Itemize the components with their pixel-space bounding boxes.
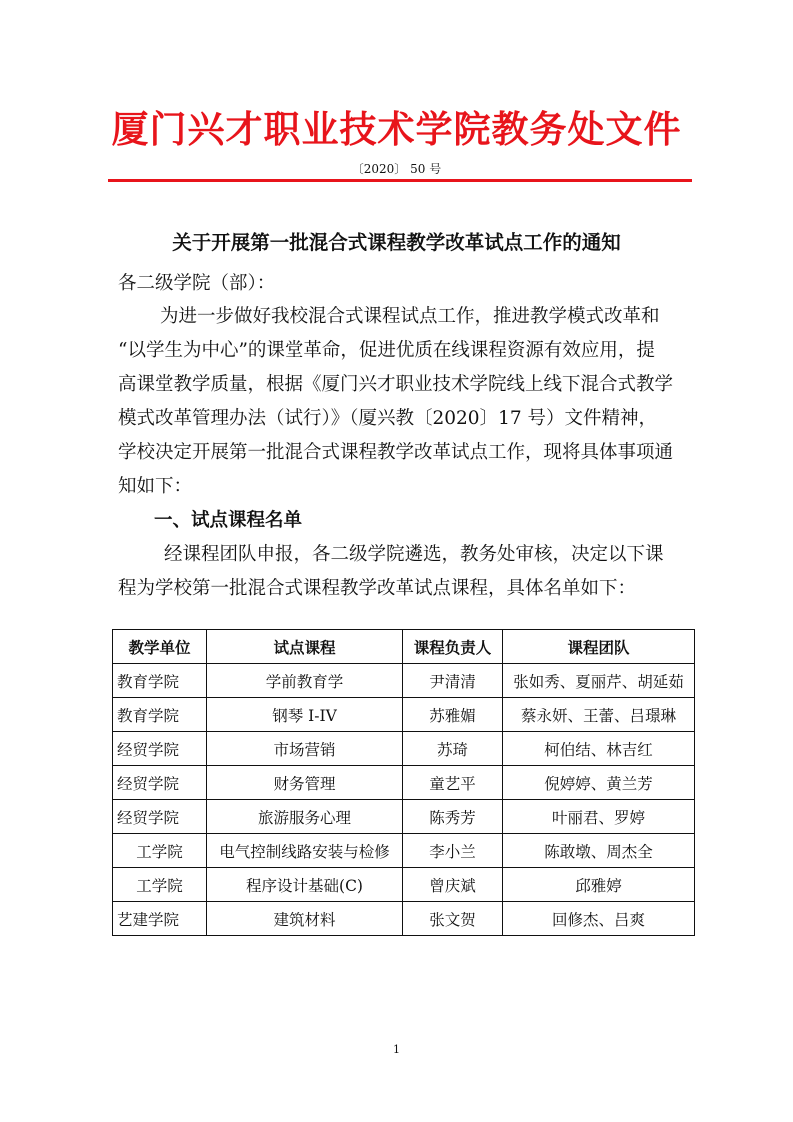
cell-lead: 曾庆斌 — [403, 868, 503, 902]
header-red-rule — [108, 179, 692, 182]
header-team: 课程团队 — [503, 630, 695, 664]
cell-course: 财务管理 — [207, 766, 403, 800]
cell-lead: 张文贺 — [403, 902, 503, 936]
salutation: 各二级学院（部）： — [118, 273, 276, 294]
cell-team: 叶丽君、罗婷 — [503, 800, 695, 834]
cell-course: 电气控制线路安装与检修 — [207, 834, 403, 868]
table-row — [113, 732, 695, 766]
header-title: 厦门兴才职业技术学院教务处文件 — [111, 107, 682, 151]
cell-lead: 童艺平 — [403, 766, 503, 800]
cell-unit: 教育学院 — [113, 698, 207, 732]
paragraph-line: 高课堂教学质量，根据《厦门兴才职业技术学院线上线下混合式教学 — [118, 374, 674, 395]
cell-course: 钢琴 I-IV — [207, 698, 403, 732]
header-course: 试点课程 — [207, 630, 403, 664]
cell-team: 蔡永妍、王蕾、吕璟琳 — [503, 698, 695, 732]
table-row — [113, 698, 695, 732]
cell-unit: 教育学院 — [113, 664, 207, 698]
table-row — [113, 834, 695, 868]
table-row — [113, 766, 695, 800]
section-line: 经课程团队申报，各二级学院遴选，教务处审核，决定以下课 — [164, 544, 664, 565]
paragraph-line: “以学生为中心”的课堂革命，促进优质在线课程资源有效应用，提 — [118, 340, 655, 361]
paragraph-line: 模式改革管理办法（试行）》（厦兴教〔2020〕17 号）文件精神， — [118, 408, 658, 429]
table-row — [113, 902, 695, 936]
cell-unit: 经贸学院 — [113, 800, 207, 834]
notice-title: 关于开展第一批混合式课程教学改革试点工作的通知 — [172, 231, 621, 254]
cell-team: 倪婷婷、黄兰芳 — [503, 766, 695, 800]
table-row — [113, 868, 695, 902]
cell-unit: 工学院 — [113, 834, 207, 868]
cell-team: 陈敢墩、周杰全 — [503, 834, 695, 868]
cell-team: 回修杰、吕爽 — [503, 902, 695, 936]
cell-course: 程序设计基础(C) — [207, 868, 403, 902]
paragraph-line: 学校决定开展第一批混合式课程教学改革试点工作，现将具体事项通 — [118, 442, 674, 463]
cell-unit: 工学院 — [113, 868, 207, 902]
section-heading: 一、试点课程名单 — [154, 510, 303, 531]
header-lead: 课程负责人 — [403, 630, 503, 664]
table-header-row — [113, 630, 695, 664]
cell-unit: 艺建学院 — [113, 902, 207, 936]
table-row — [113, 664, 695, 698]
cell-course: 建筑材料 — [207, 902, 403, 936]
course-table — [112, 629, 695, 936]
cell-course: 学前教育学 — [207, 664, 403, 698]
cell-course: 市场营销 — [207, 732, 403, 766]
cell-team: 柯伯结、林吉红 — [503, 732, 695, 766]
cell-lead: 尹清清 — [403, 664, 503, 698]
cell-unit: 经贸学院 — [113, 732, 207, 766]
cell-course: 旅游服务心理 — [207, 800, 403, 834]
section-line: 程为学校第一批混合式课程教学改革试点课程，具体名单如下： — [118, 578, 637, 599]
cell-lead: 苏琦 — [403, 732, 503, 766]
cell-lead: 苏雅媚 — [403, 698, 503, 732]
paragraph-line: 为进一步做好我校混合式课程试点工作，推进教学模式改革和 — [160, 306, 660, 327]
table-row — [113, 800, 695, 834]
cell-team: 邱雅婷 — [503, 868, 695, 902]
document-number: 〔2020〕 50 号 — [351, 162, 442, 176]
page-number: 1 — [393, 1043, 400, 1056]
cell-lead: 李小兰 — [403, 834, 503, 868]
cell-team: 张如秀、夏丽芹、胡延茹 — [503, 664, 695, 698]
cell-unit: 经贸学院 — [113, 766, 207, 800]
header-unit: 教学单位 — [113, 630, 207, 664]
paragraph-line: 知如下： — [118, 476, 193, 497]
cell-lead: 陈秀芳 — [403, 800, 503, 834]
